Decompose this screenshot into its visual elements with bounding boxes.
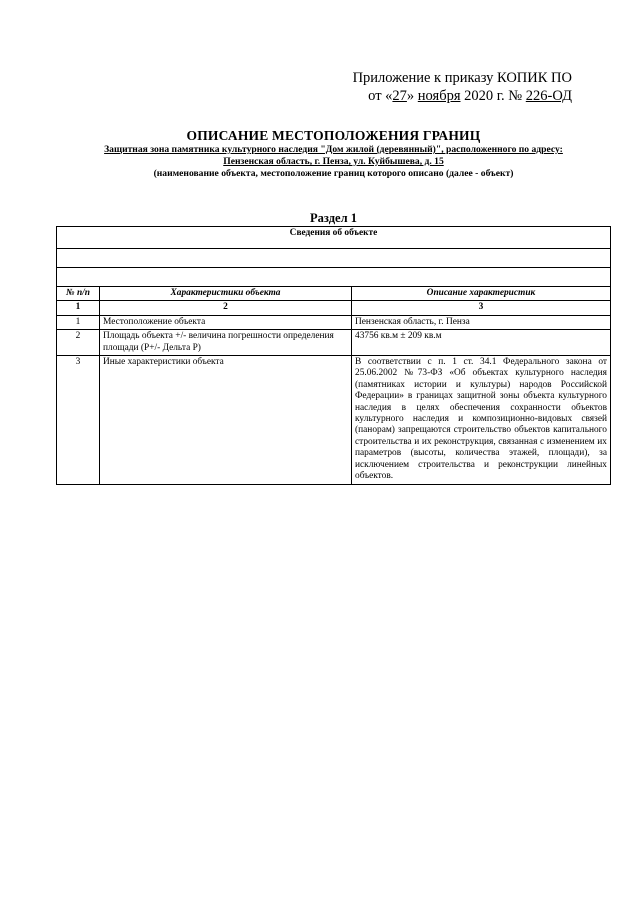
table-row [57,315,611,329]
appendix-month: ноября [417,88,461,104]
table-header-row [57,287,611,301]
table-title-row [57,227,611,249]
row-char: Иные характеристики объекта [100,356,352,484]
section-title: Раздел 1 [310,211,357,225]
object-address: Пензенская область, г. Пенза, ул. Куйбышева, д. 15 [223,156,444,167]
row-num: 1 [57,315,100,329]
appendix-line2: от «27» ноября 2020 г. № 226-ОД [368,88,572,104]
header-num: № п/п [57,287,100,301]
table-title: Сведения об объекте [57,227,611,249]
appendix-number: 226-ОД [525,88,572,104]
row-char: Местоположение объекта [100,315,352,329]
appendix-day: 27 [392,88,407,104]
table-empty-row [57,249,611,268]
empty-cell [57,249,611,268]
table-row [57,356,611,484]
object-caption: (наименование объекта, местоположение границ которого описано (далее - объект) [153,168,514,179]
row-num: 2 [57,330,100,356]
table-spacer-row [57,268,611,287]
object-name: Защитная зона памятника культурного наследия "Дом жилой (деревянный)", расположенного по адресу: [104,144,563,155]
colnum-1: 1 [57,301,100,315]
row-num: 3 [57,356,100,484]
row-desc: В соответствии с п. 1 ст. 34.1 Федерального закона от 25.06.2002 №73-ФЗ «Об объектах культурного наследия (памятниках истории и культуры) народов Российской Федерации» в границах защитной зоны объекта культурного наследия в целях обеспечения сохранности объектов культурного наследия и композиционно-видовых связей (панорам) запрещаются строительство объектов капитального строительства и их реконструкция, связанная с изменением их параметров (высоты, количества этажей, площади), за исключением строительства и реконструкции линейных объектов. [352,356,611,484]
spacer-cell [57,268,611,287]
row-desc: 43756 кв.м ± 209 кв.м [352,330,611,356]
table-row [57,330,611,356]
colnum-3: 3 [352,301,611,315]
colnum-2: 2 [100,301,352,315]
appendix-note [353,69,572,105]
table-colnum-row [57,301,611,315]
row-desc: Пензенская область, г. Пенза [352,315,611,329]
header-char: Характеристики объекта [100,287,352,301]
appendix-line1: Приложение к приказу КОПИК ПО [352,70,572,86]
row-char: Площадь объекта +/- величина погрешности определения площади (P+/- Дельта P) [100,330,352,356]
header-desc: Описание характеристик [352,287,611,301]
object-info-table [56,226,611,485]
document-title: ОПИСАНИЕ МЕСТОПОЛОЖЕНИЯ ГРАНИЦ [186,128,481,143]
title-block [56,128,611,180]
